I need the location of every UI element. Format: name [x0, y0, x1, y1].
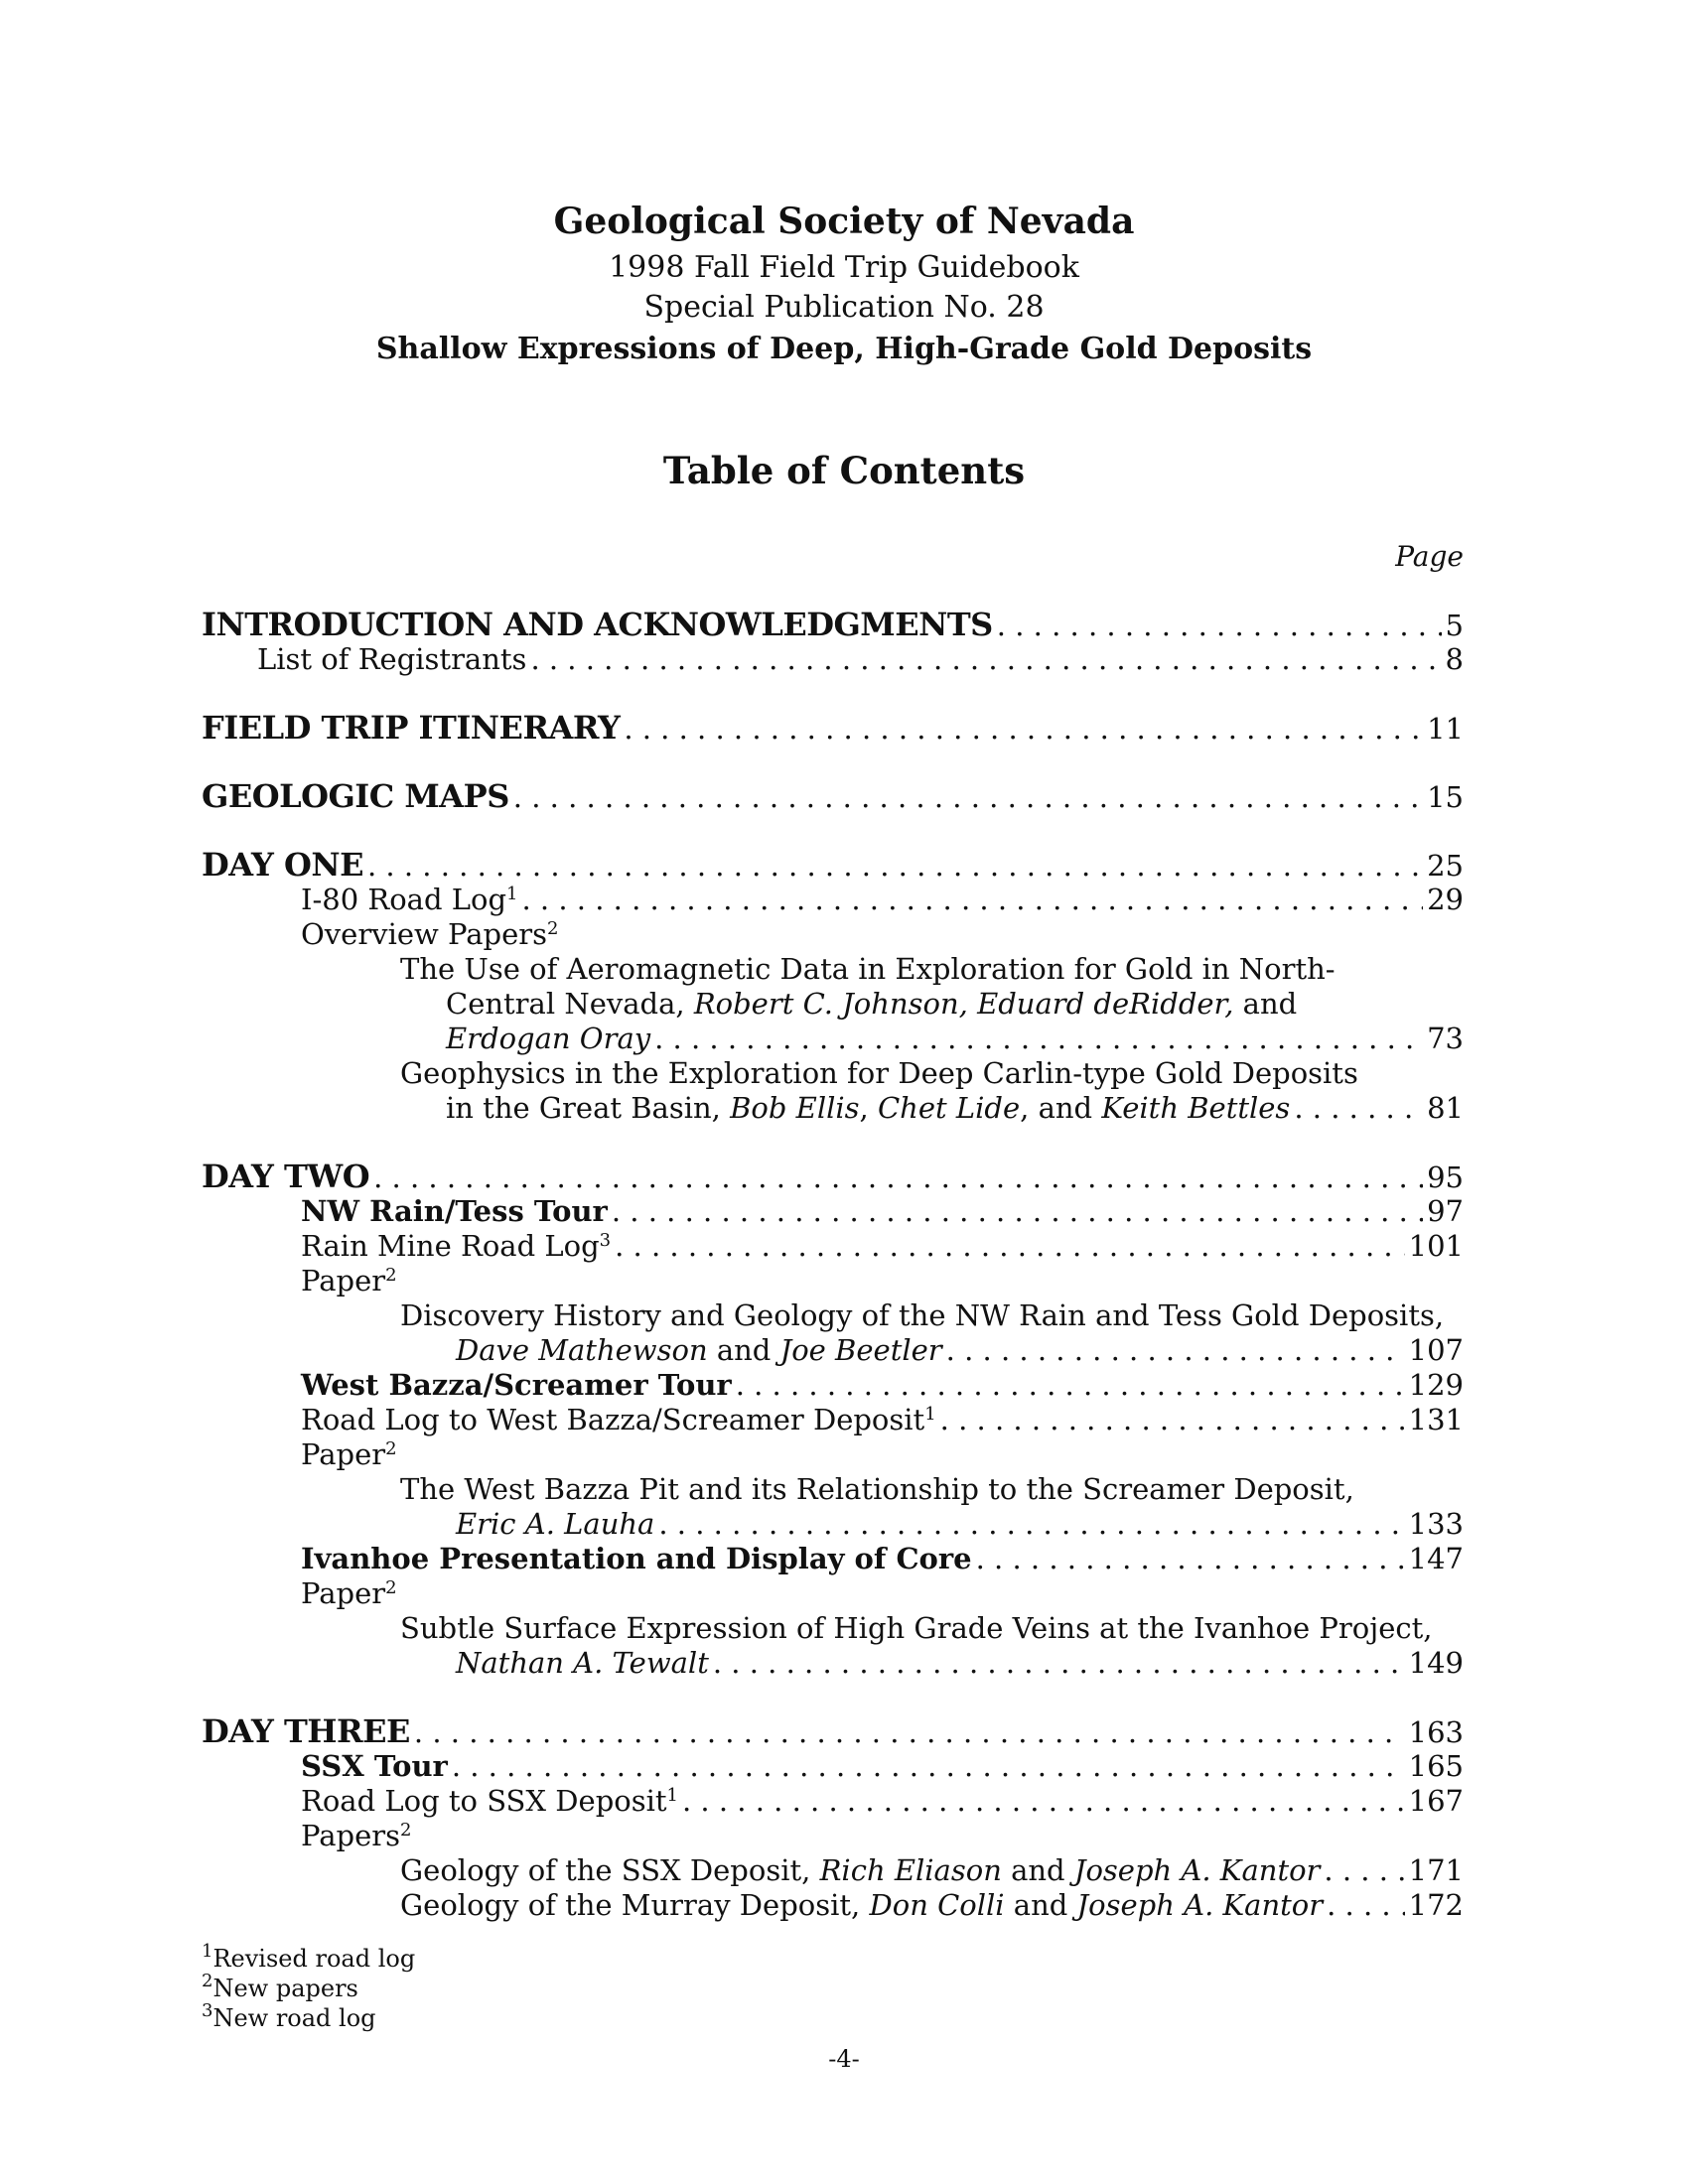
toc-entry-discovery-line1[interactable] — [202, 1298, 1464, 1333]
toc-entry-label: Paper$^2$ — [301, 1576, 397, 1610]
toc-entry-aeromagnetic-line1[interactable] — [202, 952, 1464, 987]
toc-entry-label: Road Log to West Bazza/Screamer Deposit$^1$ — [301, 1403, 936, 1436]
toc-entry-label: in the Great Basin, Bob Ellis, Chet Lide, and Keith Bettles — [446, 1091, 1291, 1125]
toc-page-number: 101 — [1408, 1229, 1464, 1263]
toc-entry-label: Paper$^2$ — [301, 1264, 397, 1297]
toc-entry-label: Road Log to SSX Deposit$^1$ — [301, 1784, 678, 1818]
guidebook-theme: Shallow Expressions of Deep, High-Grade Gold Deposits — [375, 332, 1313, 366]
author-name: Nathan A. Tewalt — [456, 1646, 709, 1680]
dot-leader — [624, 712, 1423, 747]
toc-page-number: 165 — [1408, 1749, 1464, 1783]
toc-page-number: 73 — [1427, 1022, 1464, 1055]
toc-entry-aeromagnetic-line3[interactable] — [202, 1022, 1464, 1056]
toc-entry-label: Geophysics in the Exploration for Deep Carlin-type Gold Deposits — [400, 1056, 1358, 1090]
toc-entry-label: DAY TWO — [202, 1158, 370, 1195]
toc-entry-label: West Bazza/Screamer Tour — [301, 1368, 732, 1402]
toc-page-number: 8 — [1445, 642, 1464, 676]
footnotes — [202, 1941, 416, 2033]
toc-entry-paper — [202, 1437, 1464, 1472]
toc-entry-day-two[interactable] — [202, 1160, 1464, 1194]
toc-entry-label: I-80 Road Log$^1$ — [301, 883, 518, 916]
page-column-label: Page — [1395, 540, 1464, 573]
toc-entry-ivanhoe[interactable] — [202, 1542, 1464, 1576]
toc-entry-rain-mine-road-log[interactable] — [202, 1229, 1464, 1264]
toc-entry-ssx-geology[interactable] — [202, 1853, 1464, 1888]
toc-entry-label: Paper$^2$ — [301, 1437, 397, 1471]
dot-leader — [612, 1194, 1423, 1229]
dot-leader — [1294, 1091, 1423, 1126]
toc-page-number: 29 — [1427, 883, 1464, 916]
toc-entry-label: Discovery History and Geology of the NW Rain and Tess Gold Deposits, — [400, 1298, 1445, 1332]
toc-page-number: 167 — [1408, 1784, 1464, 1818]
author-name: Erdogan Oray — [446, 1022, 651, 1055]
dot-leader — [1327, 1888, 1405, 1923]
dot-leader — [530, 642, 1441, 677]
footnote: $^2$New papers — [202, 1971, 358, 2002]
toc-entry-day-three[interactable] — [202, 1714, 1464, 1749]
toc-entry-registrants[interactable] — [202, 642, 1464, 677]
toc-entry-label: NW Rain/Tess Tour — [301, 1194, 608, 1228]
toc-page-number: 131 — [1408, 1403, 1464, 1436]
toc-page-number: 147 — [1408, 1542, 1464, 1575]
toc-entry-murray-geology[interactable] — [202, 1888, 1464, 1923]
dot-leader — [946, 1333, 1405, 1368]
toc-entry-label: Geology of the Murray Deposit, Don Colli and Joseph A. Kantor — [400, 1888, 1324, 1922]
dot-leader — [940, 1403, 1405, 1437]
footnote: $^1$Revised road log — [202, 1941, 416, 1973]
toc-heading: Table of Contents — [662, 449, 1026, 492]
toc-entry-geophysics-line2[interactable] — [202, 1091, 1464, 1126]
toc-entry-label: Papers$^2$ — [301, 1819, 412, 1852]
toc-entry-day-one[interactable] — [202, 848, 1464, 883]
toc-entry-i80-road-log[interactable] — [202, 883, 1464, 917]
toc-entry-west-bazza-tour[interactable] — [202, 1368, 1464, 1403]
toc-page-number: 171 — [1408, 1853, 1464, 1887]
author-name: Eric A. Lauha — [456, 1507, 655, 1541]
author-names: Robert C. Johnson, Eduard deRidder, — [693, 987, 1234, 1021]
dot-leader — [414, 1715, 1405, 1750]
toc-entry-subtle-surface-line2[interactable] — [202, 1646, 1464, 1681]
footnote: $^3$New road log — [202, 2000, 376, 2032]
table-of-contents — [202, 608, 1464, 1923]
toc-page-number: 81 — [1427, 1091, 1464, 1125]
toc-page-number: 172 — [1408, 1888, 1464, 1922]
dot-leader — [658, 1507, 1404, 1542]
toc-entry-label: The West Bazza Pit and its Relationship to the Screamer Deposit, — [400, 1472, 1354, 1506]
toc-page-number: 97 — [1427, 1194, 1464, 1228]
toc-entry-ssx-tour[interactable] — [202, 1749, 1464, 1784]
toc-entry-papers — [202, 1819, 1464, 1853]
toc-entry-label: DAY ONE — [202, 846, 363, 884]
dot-leader — [373, 1160, 1423, 1195]
toc-page-number: 15 — [1427, 780, 1464, 814]
dot-leader — [682, 1784, 1405, 1819]
dot-leader — [513, 780, 1423, 815]
toc-page-number: 129 — [1408, 1368, 1464, 1402]
toc-entry-subtle-surface-line1[interactable] — [202, 1611, 1464, 1646]
toc-entry-label: SSX Tour — [301, 1749, 448, 1783]
publication-number: Special Publication No. 28 — [643, 290, 1045, 325]
dot-leader — [615, 1229, 1405, 1264]
toc-entry-label: Ivanhoe Presentation and Display of Core — [301, 1542, 972, 1575]
toc-entry-overview-papers — [202, 917, 1464, 952]
toc-entry-label: Subtle Surface Expression of High Grade Veins at the Ivanhoe Project, — [400, 1611, 1433, 1645]
toc-page-number: 5 — [1445, 609, 1464, 642]
toc-entry-introduction[interactable] — [202, 608, 1464, 642]
toc-entry-itinerary[interactable] — [202, 711, 1464, 746]
toc-entry-label: FIELD TRIP ITINERARY — [202, 709, 621, 747]
toc-entry-label: GEOLOGIC MAPS — [202, 777, 509, 815]
toc-page-number: 149 — [1408, 1646, 1464, 1680]
toc-entry-ssx-road-log[interactable] — [202, 1784, 1464, 1819]
toc-page-number: 95 — [1427, 1160, 1464, 1194]
toc-entry-west-bazza-pit-line1[interactable] — [202, 1472, 1464, 1507]
dot-leader — [521, 883, 1423, 917]
dot-leader — [452, 1749, 1405, 1784]
toc-entry-geologic-maps[interactable] — [202, 779, 1464, 814]
toc-entry-paper — [202, 1264, 1464, 1298]
toc-entry-label: List of Registrants — [257, 642, 527, 676]
toc-entry-label: DAY THREE — [202, 1712, 410, 1750]
toc-page-number: 25 — [1427, 849, 1464, 883]
toc-entry-west-bazza-road-log[interactable] — [202, 1403, 1464, 1437]
toc-page-number: 163 — [1408, 1715, 1464, 1749]
toc-entry-discovery-line2[interactable] — [202, 1333, 1464, 1368]
guidebook-subtitle: 1998 Fall Field Trip Guidebook — [609, 250, 1079, 285]
toc-entry-label: The Use of Aeromagnetic Data in Exploration for Gold in North- — [400, 952, 1336, 986]
dot-leader — [713, 1646, 1405, 1681]
toc-page-number: 133 — [1408, 1507, 1464, 1541]
dot-leader — [736, 1368, 1405, 1403]
toc-entry-label: Dave Mathewson and Joe Beetler — [456, 1333, 942, 1367]
dot-leader — [654, 1022, 1423, 1056]
toc-page-number: 107 — [1408, 1333, 1464, 1367]
society-title: Geological Society of Nevada — [553, 201, 1135, 242]
dot-leader — [997, 609, 1442, 643]
toc-page-number: 11 — [1427, 712, 1464, 746]
dot-leader — [976, 1542, 1405, 1576]
toc-entry-label: INTRODUCTION AND ACKNOWLEDGMENTS — [202, 606, 993, 643]
toc-entry-geophysics-line1[interactable] — [202, 1056, 1464, 1091]
toc-entry-label: Central Nevada, Robert C. Johnson, Eduard deRidder, and — [446, 987, 1298, 1021]
toc-entry-aeromagnetic-line2[interactable] — [202, 987, 1464, 1022]
dot-leader — [367, 849, 1423, 884]
dot-leader — [1324, 1853, 1404, 1888]
toc-entry-label: Geology of the SSX Deposit, Rich Eliason and Joseph A. Kantor — [400, 1853, 1321, 1887]
page-number: -4- — [828, 2045, 860, 2073]
toc-entry-nw-rain-tour[interactable] — [202, 1194, 1464, 1229]
toc-entry-west-bazza-pit-line2[interactable] — [202, 1507, 1464, 1542]
toc-entry-paper — [202, 1576, 1464, 1611]
toc-entry-label: Rain Mine Road Log$^3$ — [301, 1229, 612, 1263]
toc-entry-label: Overview Papers$^2$ — [301, 917, 559, 951]
